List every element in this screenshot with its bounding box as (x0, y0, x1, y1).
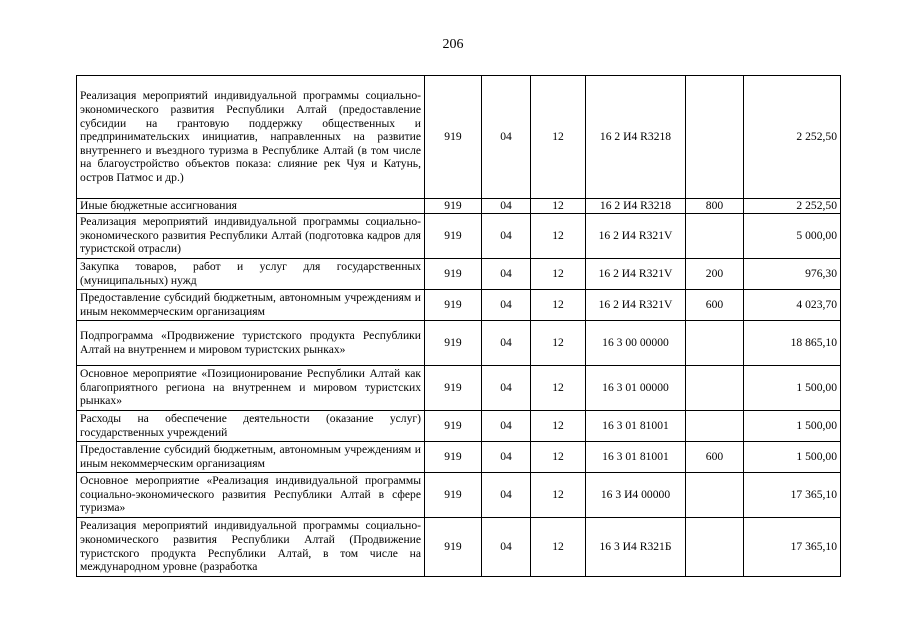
budget-table (76, 75, 841, 577)
expense-type-code (686, 213, 744, 258)
row-name: Реализация мероприятий индивидуальной программы социально-экономического развития Республики Алтай (предоставление субсидии на грантовую поддержку общественных и предпринимательских инициатив, направленных на развитие внутреннего и въездного туризма в Республике Алтай (в том числе на благоустройство объектов показа: слияние рек Чуя и Катунь, остров Патмос и др.) (77, 76, 425, 199)
section-code: 04 (482, 365, 531, 410)
subsection-code: 12 (531, 517, 586, 576)
ministry-code: 919 (425, 472, 482, 517)
ministry-code: 919 (425, 76, 482, 199)
row-name: Основное мероприятие «Позиционирование Республики Алтай как благоприятного региона на внутреннем и мировом туристских рынках» (77, 365, 425, 410)
row-name: Расходы на обеспечение деятельности (оказание услуг) государственных учреждений (77, 410, 425, 441)
section-code: 04 (482, 472, 531, 517)
row-name: Реализация мероприятий индивидуальной программы социально-экономического развития Республики Алтай (подготовка кадров для туристской отрасли) (77, 213, 425, 258)
subsection-code: 12 (531, 472, 586, 517)
subsection-code: 12 (531, 258, 586, 289)
section-code: 04 (482, 410, 531, 441)
section-code: 04 (482, 199, 531, 214)
expense-type-code (686, 517, 744, 576)
expense-type-code: 600 (686, 441, 744, 472)
expense-type-code (686, 365, 744, 410)
subsection-code: 12 (531, 410, 586, 441)
subsection-code: 12 (531, 320, 586, 365)
subsection-code: 12 (531, 76, 586, 199)
target-article-code: 16 2 И4 R3218 (586, 76, 686, 199)
table-row (77, 258, 841, 289)
section-code: 04 (482, 289, 531, 320)
table-row (77, 517, 841, 576)
amount: 17 365,10 (744, 472, 841, 517)
amount: 1 500,00 (744, 410, 841, 441)
section-code: 04 (482, 320, 531, 365)
ministry-code: 919 (425, 213, 482, 258)
expense-type-code: 600 (686, 289, 744, 320)
ministry-code: 919 (425, 517, 482, 576)
row-name: Иные бюджетные ассигнования (77, 199, 425, 214)
section-code: 04 (482, 258, 531, 289)
table-row (77, 365, 841, 410)
target-article-code: 16 2 И4 R321V (586, 213, 686, 258)
target-article-code: 16 2 И4 R3218 (586, 199, 686, 214)
expense-type-code (686, 76, 744, 199)
target-article-code: 16 2 И4 R321V (586, 258, 686, 289)
row-name: Подпрограмма «Продвижение туристского продукта Республики Алтай на внутреннем и мировом туристских рынках» (77, 320, 425, 365)
amount: 17 365,10 (744, 517, 841, 576)
page-number: 206 (442, 37, 464, 52)
amount: 976,30 (744, 258, 841, 289)
amount: 2 252,50 (744, 76, 841, 199)
amount: 2 252,50 (744, 199, 841, 214)
section-code: 04 (482, 76, 531, 199)
row-name: Реализация мероприятий индивидуальной программы социально-экономического развития Республики Алтай (Продвижение туристского продукта Республики Алтай, в том числе на международном уровне (разработка (77, 517, 425, 576)
amount: 1 500,00 (744, 365, 841, 410)
ministry-code: 919 (425, 320, 482, 365)
section-code: 04 (482, 441, 531, 472)
expense-type-code (686, 320, 744, 365)
target-article-code: 16 3 И4 00000 (586, 472, 686, 517)
row-name: Основное мероприятие «Реализация индивидуальной программы социально-экономического развития Республики Алтай в сфере туризма» (77, 472, 425, 517)
table-row (77, 441, 841, 472)
ministry-code: 919 (425, 258, 482, 289)
table-row (77, 320, 841, 365)
table-row (77, 213, 841, 258)
row-name: Предоставление субсидий бюджетным, автономным учреждениям и иным некоммерческим организациям (77, 441, 425, 472)
target-article-code: 16 3 И4 R321Б (586, 517, 686, 576)
expense-type-code: 800 (686, 199, 744, 214)
table-row (77, 76, 841, 199)
ministry-code: 919 (425, 441, 482, 472)
target-article-code: 16 3 01 81001 (586, 410, 686, 441)
ministry-code: 919 (425, 289, 482, 320)
subsection-code: 12 (531, 365, 586, 410)
expense-type-code: 200 (686, 258, 744, 289)
ministry-code: 919 (425, 365, 482, 410)
amount: 5 000,00 (744, 213, 841, 258)
target-article-code: 16 3 01 00000 (586, 365, 686, 410)
row-name: Предоставление субсидий бюджетным, автономным учреждениям и иным некоммерческим организациям (77, 289, 425, 320)
amount: 4 023,70 (744, 289, 841, 320)
table-row (77, 410, 841, 441)
ministry-code: 919 (425, 199, 482, 214)
table-row (77, 289, 841, 320)
target-article-code: 16 3 00 00000 (586, 320, 686, 365)
table-row (77, 472, 841, 517)
amount: 18 865,10 (744, 320, 841, 365)
target-article-code: 16 2 И4 R321V (586, 289, 686, 320)
subsection-code: 12 (531, 213, 586, 258)
expense-type-code (686, 410, 744, 441)
subsection-code: 12 (531, 289, 586, 320)
section-code: 04 (482, 517, 531, 576)
target-article-code: 16 3 01 81001 (586, 441, 686, 472)
table-row (77, 199, 841, 214)
subsection-code: 12 (531, 441, 586, 472)
section-code: 04 (482, 213, 531, 258)
ministry-code: 919 (425, 410, 482, 441)
expense-type-code (686, 472, 744, 517)
row-name: Закупка товаров, работ и услуг для государственных (муниципальных) нужд (77, 258, 425, 289)
amount: 1 500,00 (744, 441, 841, 472)
subsection-code: 12 (531, 199, 586, 214)
